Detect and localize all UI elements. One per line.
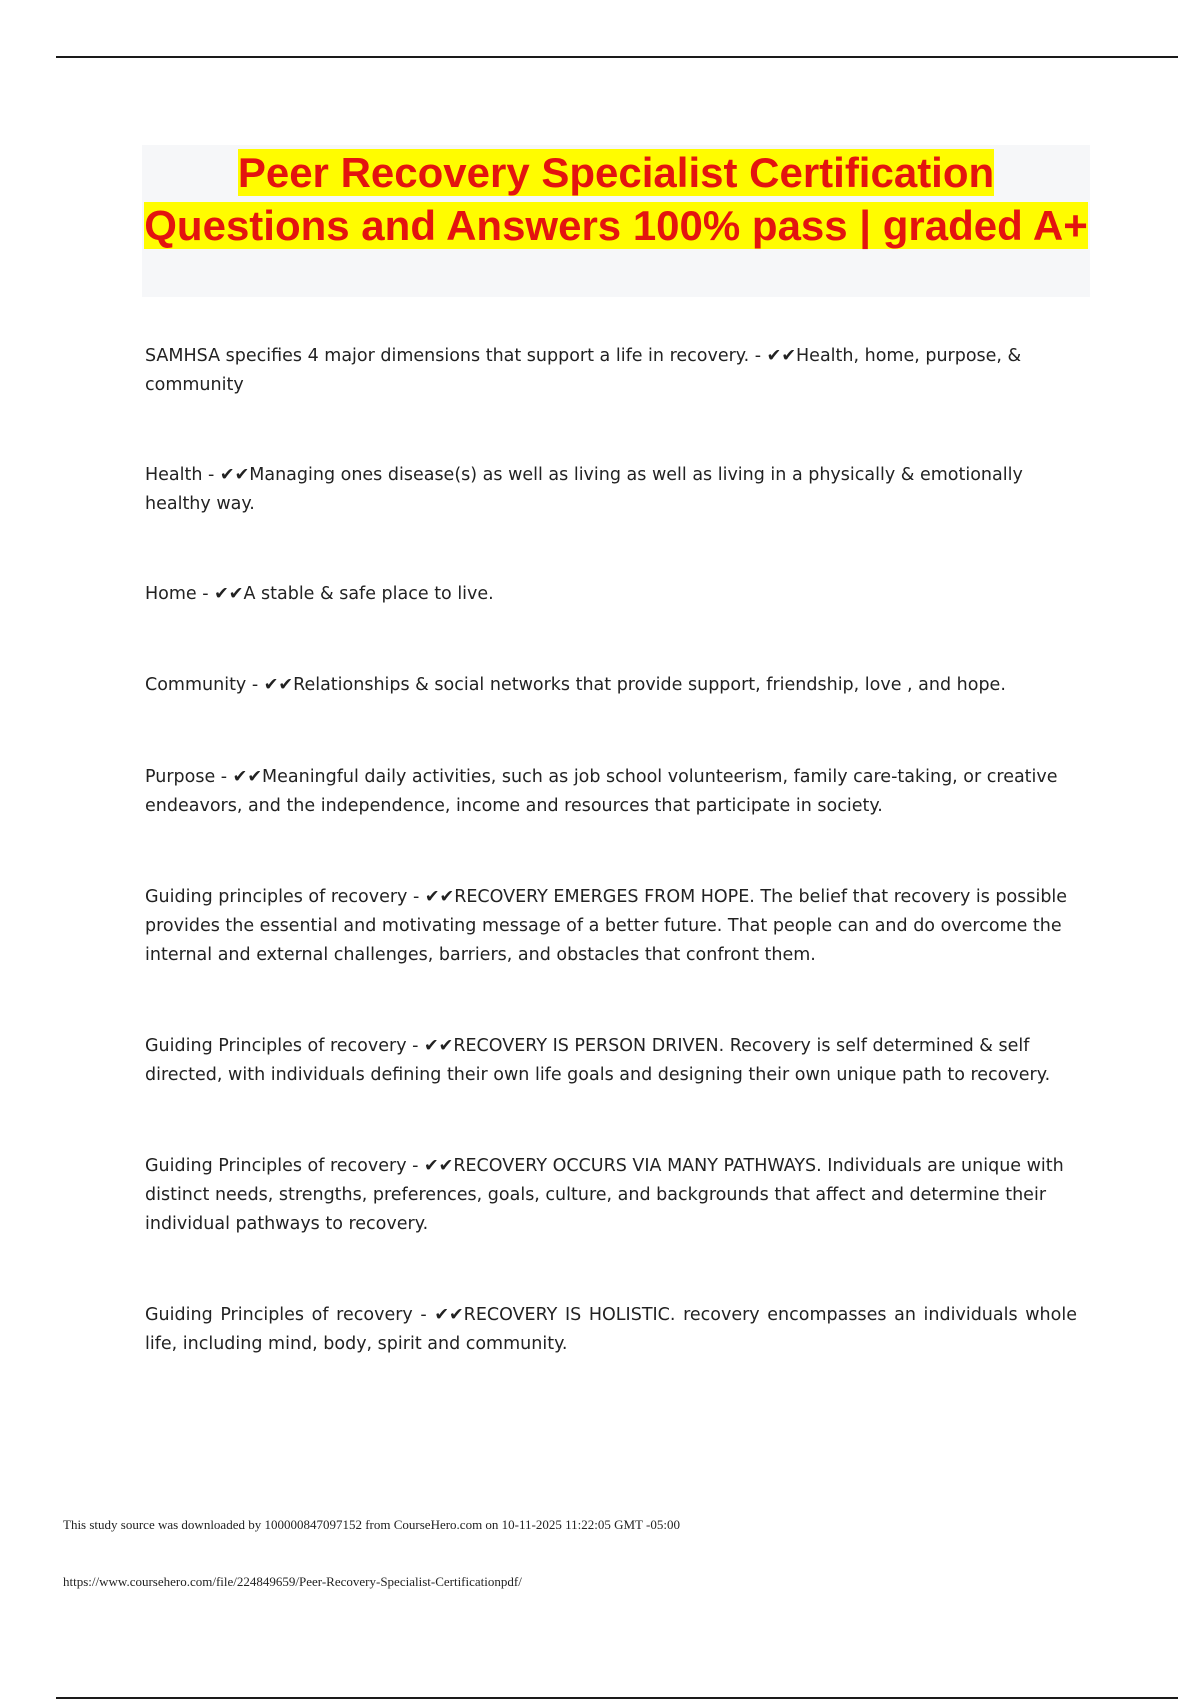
source-url[interactable]: https://www.coursehero.com/file/224849659/Peer-Recovery-Specialist-Certificationpdf/ <box>63 1574 522 1589</box>
check-marks: - ✔✔ <box>406 1036 454 1056</box>
check-marks: - ✔✔ <box>412 1305 464 1325</box>
check-marks: - ✔✔ <box>406 1156 454 1176</box>
download-notice: This study source was downloaded by 100000847097152 from CourseHero.com on 10-11-2025 11:22:05 GMT -05:00 <box>63 1517 680 1532</box>
qa-answer: Health, home, purpose, & community <box>145 346 1022 395</box>
document-title <box>142 146 1090 252</box>
qa-item <box>145 342 1077 400</box>
check-marks: - ✔✔ <box>407 887 455 907</box>
check-marks: - ✔✔ <box>749 346 797 366</box>
check-marks: - ✔✔ <box>196 584 244 604</box>
qa-term: Health <box>145 465 203 485</box>
qa-answer: A stable & safe place to live. <box>243 584 494 604</box>
qa-term: Guiding Principles of recovery <box>145 1156 407 1176</box>
qa-item <box>145 671 1077 700</box>
title-highlight: Peer Recovery Specialist Certification Questions and Answers 100% pass | graded A+ <box>144 149 1088 249</box>
qa-answer: Relationships & social networks that provide support, friendship, love , and hope. <box>293 675 1006 695</box>
qa-term: Community <box>145 675 247 695</box>
check-marks: - ✔✔ <box>246 675 294 695</box>
qa-answer: RECOVERY OCCURS VIA MANY PATHWAYS. Individuals are unique with distinct needs, strengths, preferences, goals, culture, and backgrounds that affect and determine their individual pathways to recovery. <box>145 1156 1064 1234</box>
qa-answer: Managing ones disease(s) as well as living as well as living in a physically & emotionally healthy way. <box>145 465 1023 514</box>
qa-item <box>145 1032 1077 1090</box>
header-rule <box>56 56 1178 58</box>
qa-item <box>145 1301 1077 1359</box>
check-marks: - ✔✔ <box>215 767 263 787</box>
qa-term: Home <box>145 584 197 604</box>
qa-item <box>145 1152 1077 1239</box>
qa-item <box>145 461 1077 519</box>
qa-answer: RECOVERY IS HOLISTIC. recovery encompasses an individuals whole life, including mind, body, spirit and community. <box>145 1305 1077 1354</box>
qa-answer: Meaningful daily activities, such as job school volunteerism, family care-taking, or creative endeavors, and the independence, income and resources that participate in society. <box>145 767 1058 816</box>
footer-rule <box>56 1697 1178 1699</box>
qa-term: SAMHSA specifies 4 major dimensions that support a life in recovery. <box>145 346 750 366</box>
qa-item <box>145 883 1077 970</box>
qa-term: Purpose <box>145 767 216 787</box>
qa-term: Guiding Principles of recovery <box>145 1305 413 1325</box>
qa-answer: RECOVERY IS PERSON DRIVEN. Recovery is self determined & self directed, with individuals defining their own life goals and designing their own unique path to recovery. <box>145 1036 1051 1085</box>
qa-term: Guiding principles of recovery <box>145 887 408 907</box>
qa-item <box>145 580 1077 609</box>
qa-answer: RECOVERY EMERGES FROM HOPE. The belief that recovery is possible provides the essential and motivating message of a better future. That people can and do overcome the internal and external challenges, barriers, and obstacles that confront them. <box>145 887 1068 965</box>
qa-term: Guiding Principles of recovery <box>145 1036 407 1056</box>
check-marks: - ✔✔ <box>202 465 250 485</box>
qa-item <box>145 763 1077 821</box>
